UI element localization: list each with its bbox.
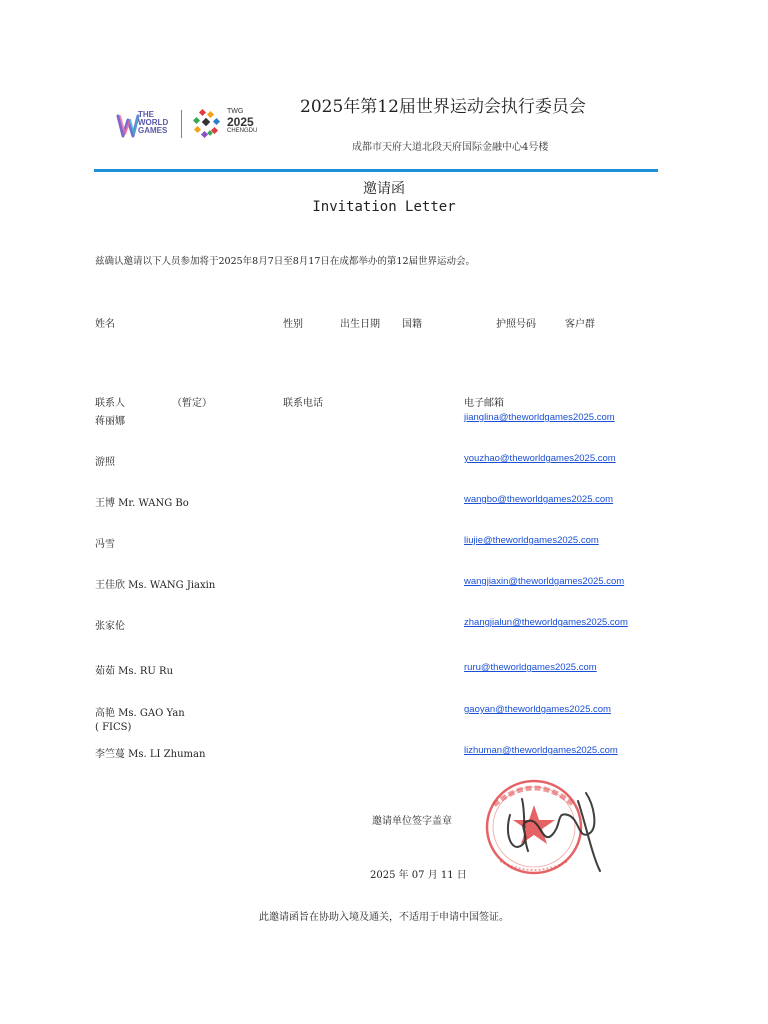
contact-name: 游照 (95, 457, 115, 468)
invitation-intro: 兹确认邀请以下人员参加将于2025年8月7日至8月17日在成都举办的第12届世界运动会。 (95, 256, 475, 267)
contact-name: 张家伦 (95, 621, 125, 632)
official-seal-stamp-icon (482, 775, 612, 885)
column-header-nationality: 国籍 (402, 319, 422, 330)
contact-email-link[interactable]: jianglina@theworldgames2025.com (464, 412, 615, 423)
contact-email-link[interactable]: wangbo@theworldgames2025.com (464, 494, 614, 505)
signature-label: 邀请单位签字盖章 (372, 816, 452, 827)
contact-name: 李竺蔓 Ms. LI Zhuman (95, 749, 206, 760)
contact-email-link[interactable]: gaoyan@theworldgames2025.com (464, 704, 611, 715)
world-games-logo-text: THE WORLD GAMES (138, 110, 169, 135)
contact-email-link[interactable]: ruru@theworldgames2025.com (464, 662, 597, 673)
organization-address: 成都市天府大道北段天府国际金融中心4号楼 (352, 142, 549, 153)
contact-email-link[interactable]: liujie@theworldgames2025.com (464, 535, 599, 546)
chengdu-logo-line1: TWG (227, 108, 244, 115)
chengdu-logo-line2: 2025 (227, 115, 254, 129)
chengdu-logo-line3: CHENGDU (227, 128, 258, 134)
contact-name: 茹茹 Ms. RU Ru (95, 666, 174, 677)
contacts-header-contact: 联系人 (95, 398, 125, 409)
organization-title: 2025年第12届世界运动会执行委员会 (300, 97, 586, 117)
column-header-client-group: 客户群 (565, 319, 595, 330)
column-header-name: 姓名 (95, 319, 115, 330)
contacts-header-tentative: （暂定） (172, 398, 212, 409)
logo-divider (181, 110, 182, 138)
column-header-birthdate: 出生日期 (340, 319, 380, 330)
contact-email-link[interactable]: lizhuman@theworldgames2025.com (464, 745, 618, 756)
header-rule (94, 169, 658, 172)
contact-name: 王佳欣 Ms. WANG Jiaxin (95, 580, 216, 591)
contact-email-link[interactable]: wangjiaxin@theworldgames2025.com (464, 576, 625, 587)
contact-email-link[interactable]: youzhao@theworldgames2025.com (464, 453, 616, 464)
signature-date: 2025 年 07 月 11 日 (370, 870, 467, 881)
contact-name-note: ( FICS) (95, 722, 132, 733)
column-header-passport: 护照号码 (496, 319, 536, 330)
footer-note: 此邀请函旨在协助入境及通关，不适用于申请中国签证。 (259, 912, 509, 923)
chengdu-logo-text (227, 108, 257, 135)
contacts-header-phone: 联系电话 (283, 398, 323, 409)
contact-email-link[interactable]: zhangjialun@theworldgames2025.com (464, 617, 628, 628)
contact-name: 王博 Mr. WANG Bo (95, 498, 189, 509)
chengdu-2025-logo-icon (190, 108, 222, 140)
letter-title-english: Invitation Letter (312, 199, 456, 215)
letter-title-chinese: 邀请函 (363, 181, 405, 197)
column-header-gender: 性别 (283, 319, 303, 330)
contact-name: 冯雪 (95, 539, 115, 550)
contact-name: 高艳 Ms. GAO Yan (95, 708, 185, 719)
contact-name: 蒋丽娜 (95, 416, 125, 427)
contacts-header-email: 电子邮箱 (464, 398, 504, 409)
